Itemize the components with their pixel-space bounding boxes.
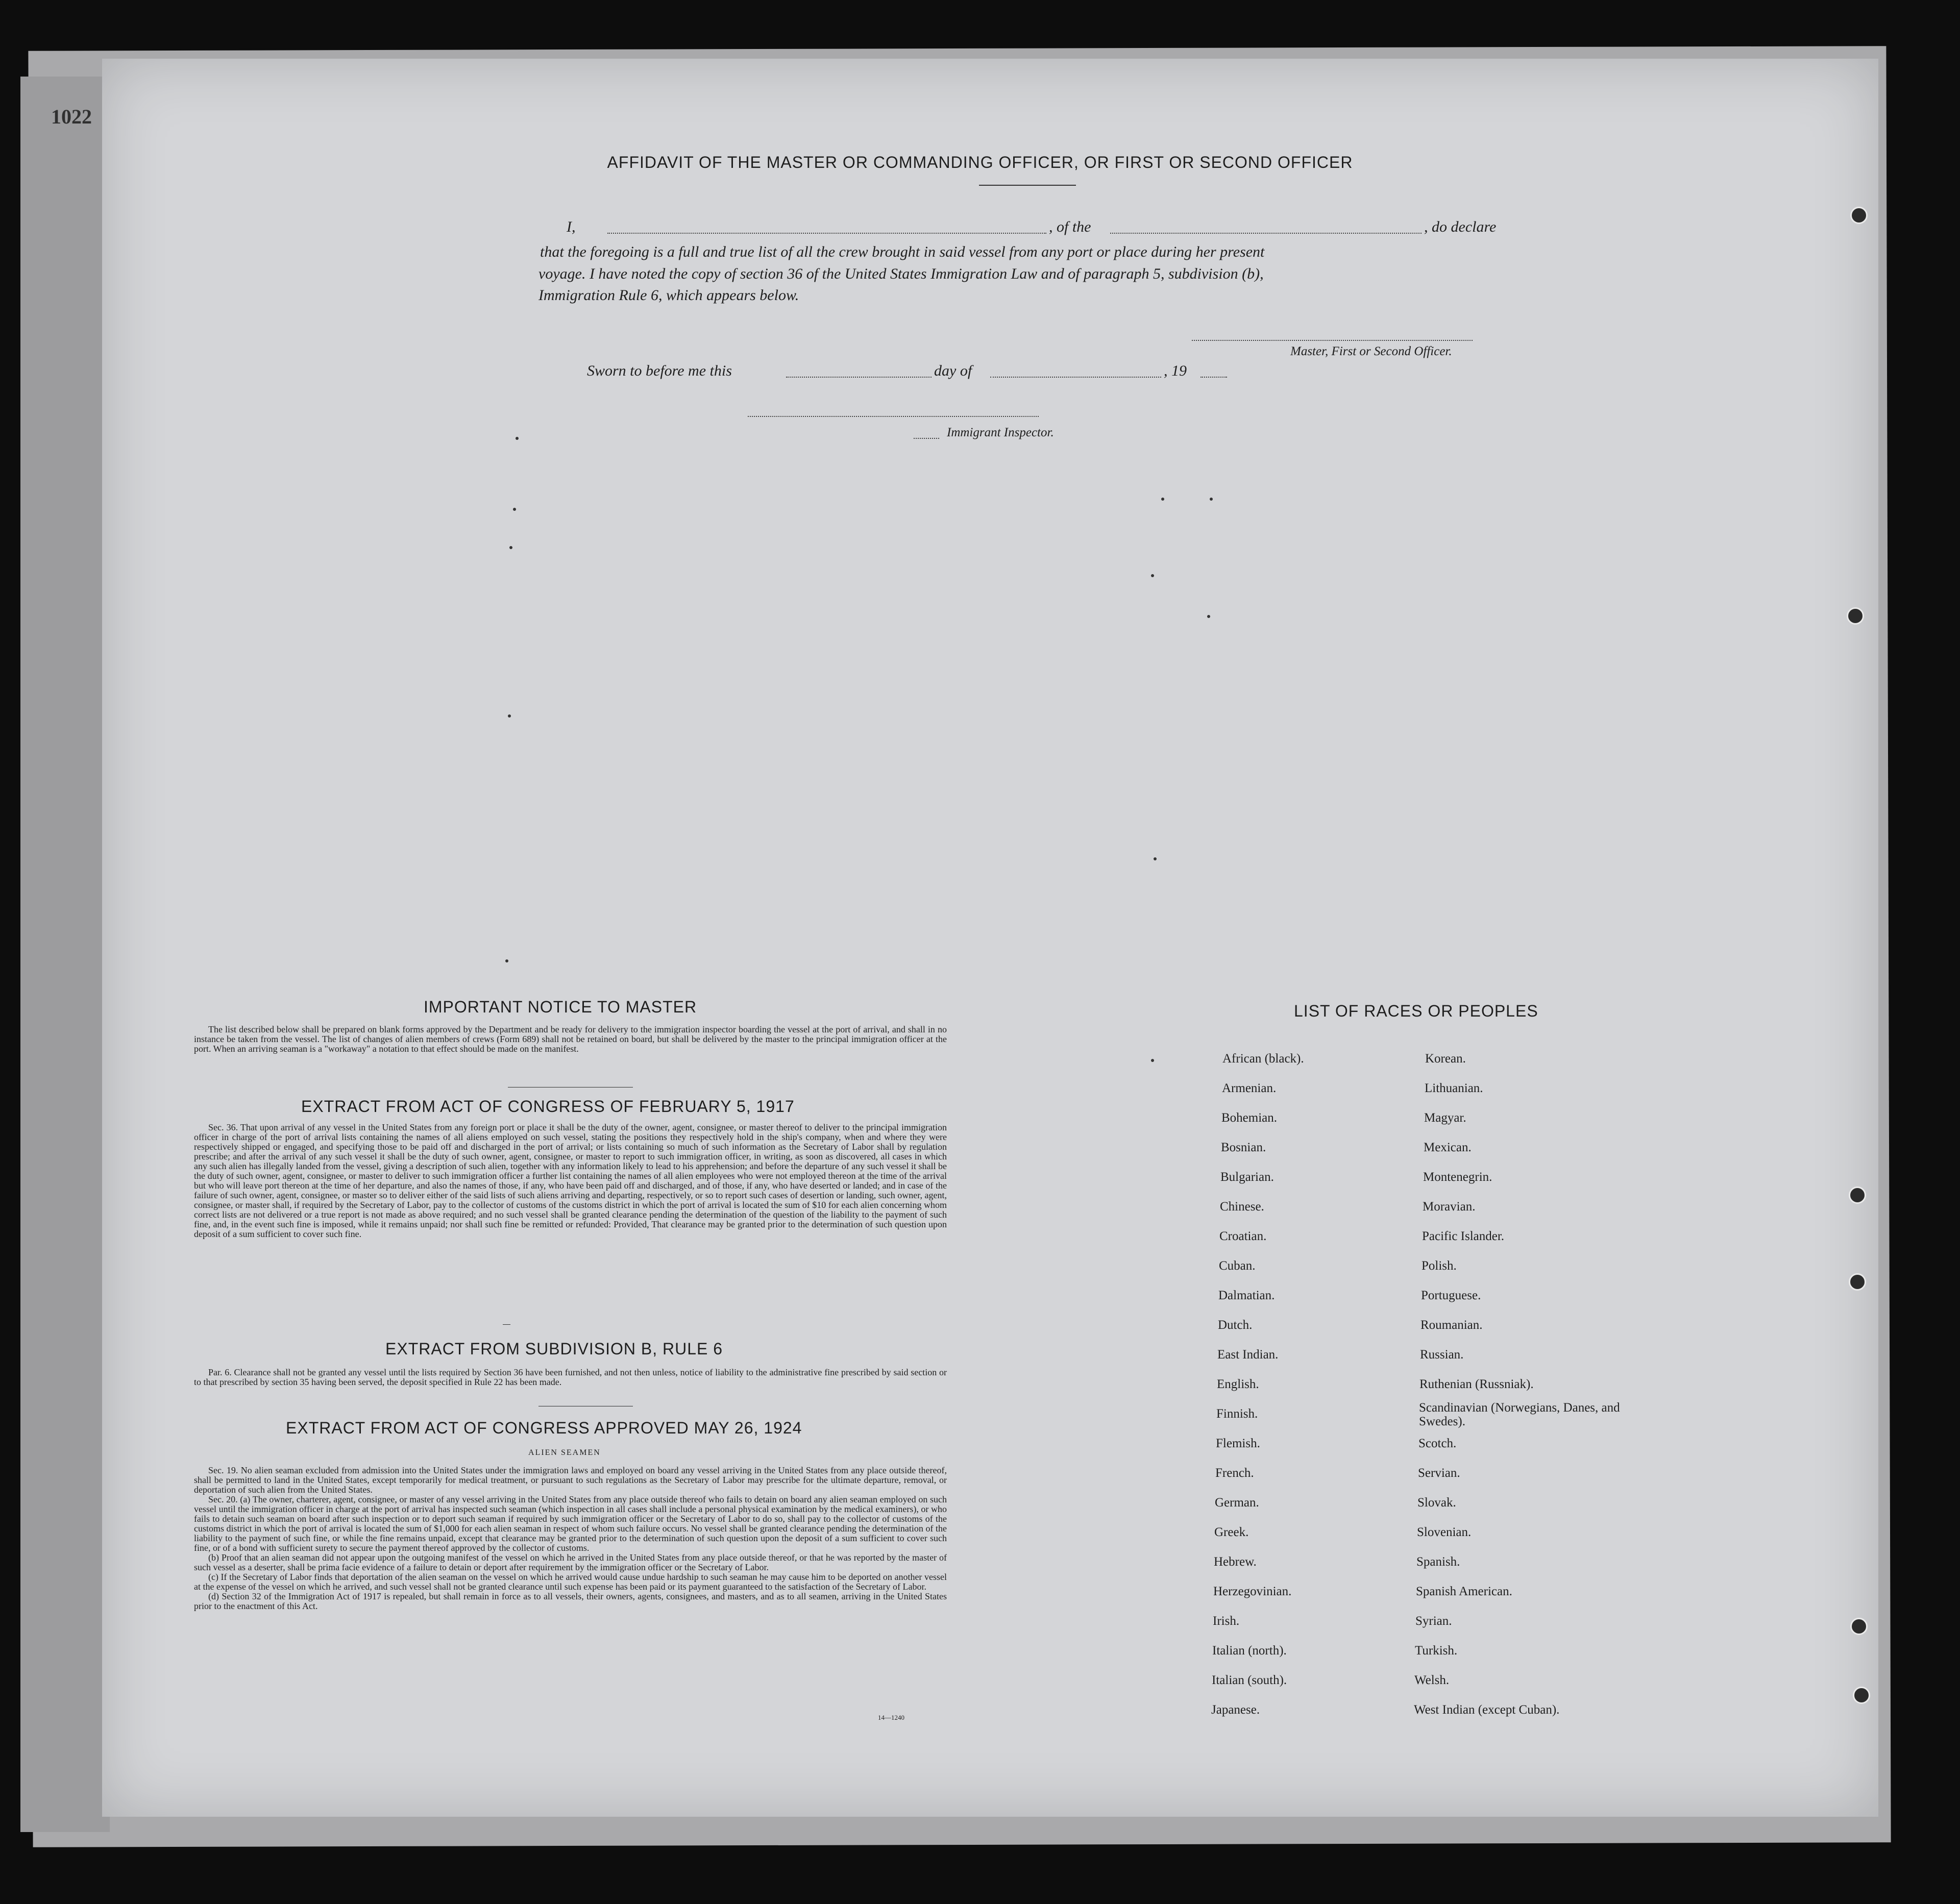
race-item: Roumanian.: [1420, 1318, 1483, 1332]
race-item: Finnish.: [1216, 1407, 1258, 1421]
edge-page-number: 1022: [51, 105, 92, 128]
scan-speck: [508, 714, 511, 718]
master-signature-line: [1192, 340, 1473, 341]
extract-1917-title: EXTRACT FROM ACT OF CONGRESS OF FEBRUARY 5, 1917: [301, 1097, 795, 1116]
race-item: Moravian.: [1423, 1200, 1476, 1214]
day-blank: [786, 377, 932, 378]
scan-speck: [1207, 615, 1210, 618]
notice-paragraph: The list described below shall be prepared on blank forms approved by the Department and be ready for delivery to the immigration inspector boarding the vessel at the port of arrival, and shall in no instance be taken from the vessel. The list of changes of alien members of crews (Form 689) shall not be retained on board, but shall be delivered by the master to the principal immigration officer at the port. When an arriving seaman is a "workaway" a notation to that effect should be made on the manifest.: [194, 1024, 947, 1054]
title-rule: [979, 185, 1076, 186]
race-item: Pacific Islander.: [1422, 1229, 1505, 1243]
master-signature-label: Master, First or Second Officer.: [1290, 344, 1452, 358]
notice-title: IMPORTANT NOTICE TO MASTER: [424, 998, 697, 1016]
sec-20a-paragraph: Sec. 20. (a) The owner, charterer, agent, consignee, or master of any vessel arriving in the United States from any place outside thereof who fails to detain on board any alien seaman employed on such vessel until the immigration officer in charge at the port of arrival has inspected such seaman (which inspection in all cases shall include a personal physical examination by the medical examiners), or who fails to detain such seaman on board after such inspection or to deport such seaman if required by such immigration officer or the Secretary of Labor to do so, shall pay to the collector of customs of the customs district in which the port of arrival is located the sum of $1,000 for each alien seaman in respect of whom such failure occurs. No vessel shall be granted clearance pending the determination of the liability to the payment of such fine, or while the fine remains unpaid, except that clearance may be granted prior to the determination of such question upon the deposit of a sum sufficient to cover such fine, or of a bond with sufficient surety to secure the payment thereof approved by the collector of customs.: [194, 1494, 947, 1553]
race-item: Croatian.: [1219, 1229, 1267, 1243]
race-item: Cuban.: [1219, 1259, 1256, 1273]
extract-rule6-title: EXTRACT FROM SUBDIVISION B, RULE 6: [385, 1340, 723, 1358]
affidavit-declare: , do declare: [1424, 218, 1497, 235]
scan-speck: [1151, 574, 1154, 577]
races-title: LIST OF RACES OR PEOPLES: [1294, 1002, 1538, 1020]
race-item: Magyar.: [1424, 1111, 1466, 1125]
race-item: Polish.: [1422, 1259, 1457, 1273]
form-number: 14—1240: [878, 1714, 904, 1721]
race-item: French.: [1215, 1466, 1254, 1480]
race-item: Portuguese.: [1421, 1289, 1481, 1302]
race-item: Dutch.: [1218, 1318, 1253, 1332]
year-text: , 19: [1164, 362, 1187, 379]
race-item: Ruthenian (Russniak).: [1419, 1377, 1534, 1391]
race-item: Korean.: [1425, 1052, 1466, 1066]
race-item: Bosnian.: [1221, 1141, 1266, 1154]
affidavit-line2: that the foregoing is a full and true list of all the crew brought in said vessel from any port or place during her present: [540, 243, 1265, 260]
race-item: Lithuanian.: [1425, 1081, 1483, 1095]
affidavit-line3: voyage. I have noted the copy of section 36 of the United States Immigration Law and of paragraph 5, subdivision (b),: [538, 265, 1264, 282]
race-item: West Indian (except Cuban).: [1414, 1703, 1560, 1717]
punch-hole-icon: [1850, 1618, 1868, 1635]
race-item: East Indian.: [1217, 1348, 1279, 1362]
race-item: Greek.: [1214, 1525, 1249, 1539]
punch-hole-icon: [1849, 1186, 1866, 1204]
punch-hole-icon: [1847, 607, 1864, 625]
affidavit-title: AFFIDAVIT OF THE MASTER OR COMMANDING OFFICER, OR FIRST OR SECOND OFFICER: [607, 153, 1353, 171]
extract-1917-paragraph: Sec. 36. That upon arrival of any vessel in the United States from any foreign port or place it shall be the duty of the owner, agent, consignee, or master thereof to deliver to the principal immigration officer in charge of the port of arrival lists containing the names of all aliens employed on such vessel, stating the positions they respectively hold in the ship's company, when and where they were respectively shipped or engaged, and specifying those to be paid off and discharged in the port of arrival; or lists containing so much of such information as the Secretary of Labor shall by regulation prescribe; and after the arrival of any such vessel it shall be the duty of such owner, agent, consignee, or master to report to such immigration officer, in writing, as soon as discovered, all cases in which any such alien has illegally landed from the vessel, giving a description of such alien, together with any information likely to lead to his apprehension; and before the departure of any such vessel it shall be the duty of such owner, agent, consignee, or master to deliver to such immigration officer a further list containing the names of all alien employees who were not employed thereon at the time of the arrival but who will leave port thereon at the time of her departure, and also the names of those, if any, who have been paid off and discharged, and of those, if any, who have deserted or landed; and in case of the failure of such owner, agent, consignee, or master so to deliver either of the said lists of such aliens arriving and departing, respectively, or so to report such cases of desertion or landing, such owner, agent, consignee, or master shall, if required by the Secretary of Labor, pay to the collector of customs of the customs district in which the port of arrival is located the sum of $10 for each alien concerning whom correct lists are not delivered or a true report is not made as above required; and no such vessel shall be granted clearance pending the determination of the question of the liability to the payment of such fine, and, in the event such fine is imposed, while it remains unpaid; nor shall such fine be remitted or refunded: Provided, That clearance may be granted prior to the determination of such question upon deposit of a sum sufficient to cover such fine.: [194, 1122, 947, 1239]
punch-hole-icon: [1850, 207, 1868, 224]
race-item: Dalmatian.: [1218, 1289, 1275, 1302]
race-item: Chinese.: [1220, 1200, 1264, 1214]
race-item: German.: [1215, 1496, 1259, 1510]
scan-speck: [1210, 498, 1213, 501]
scan-speck: [516, 437, 519, 440]
race-item: African (black).: [1222, 1052, 1304, 1066]
race-item: Armenian.: [1222, 1081, 1277, 1095]
underlying-page-edge: [20, 77, 110, 1832]
sec-20d-paragraph: (d) Section 32 of the Immigration Act of 1917 is repealed, but shall remain in force as to all vessels, their owners, agents, consignees, and masters, and as to all seamen, arriving in the United States prior to the enactment of this Act.: [194, 1591, 947, 1611]
race-item: Scandinavian (Norwegians, Danes, and Swedes).: [1419, 1401, 1620, 1428]
race-item: Italian (north).: [1212, 1644, 1287, 1658]
race-item: Japanese.: [1211, 1703, 1260, 1717]
sworn-text: Sworn to before me this: [587, 362, 732, 379]
extract-1917-text: [194, 1123, 947, 1239]
race-item: Spanish American.: [1416, 1585, 1512, 1598]
race-item: Slovak.: [1417, 1496, 1456, 1510]
race-item: Bohemian.: [1221, 1111, 1278, 1125]
race-item: Flemish.: [1216, 1437, 1260, 1450]
day-of-text: day of: [934, 362, 972, 379]
affidavit-line4: Immigration Rule 6, which appears below.: [538, 287, 799, 304]
race-item: Bulgarian.: [1220, 1170, 1274, 1184]
race-item: Montenegrin.: [1423, 1170, 1492, 1184]
scan-speck: [505, 959, 508, 962]
section-rule: [503, 1324, 510, 1325]
race-item: English.: [1217, 1377, 1259, 1391]
race-item: Turkish.: [1415, 1644, 1458, 1658]
scan-speck: [513, 508, 516, 511]
race-item: Irish.: [1213, 1614, 1240, 1628]
inspector-signature-line: [748, 416, 1039, 417]
inspector-signature-label: Immigrant Inspector.: [947, 426, 1054, 439]
race-item: Spanish.: [1416, 1555, 1460, 1569]
sec-20b-paragraph: (b) Proof that an alien seaman did not appear upon the outgoing manifest of the vessel on which he arrived in the United States from any place outside thereof, or that he was reported by the master of such vessel as a deserter, shall be prima facie evidence of a failure to detain or deport after requirement by the immigration officer or the Secretary of Labor.: [194, 1552, 947, 1572]
race-item: Italian (south).: [1212, 1673, 1287, 1687]
scan-speck: [1151, 1059, 1154, 1062]
inspector-lead-dots: [914, 438, 939, 439]
name-blank: [607, 233, 1046, 234]
alien-seamen-subtitle: ALIEN SEAMEN: [528, 1448, 601, 1457]
extract-rule6-text: [194, 1368, 947, 1387]
race-item: Slovenian.: [1417, 1525, 1472, 1539]
affidavit-of-the: , of the: [1049, 218, 1091, 235]
race-item: Servian.: [1418, 1466, 1460, 1480]
race-item: Syrian.: [1415, 1614, 1452, 1628]
punch-hole-icon: [1849, 1273, 1866, 1291]
vessel-blank: [1110, 233, 1422, 234]
extract-rule6-paragraph: Par. 6. Clearance shall not be granted any vessel until the lists required by Section 36 have been furnished, and not then unless, notice of liability to the administrative fine prescribed by said section or to that prescribed by section 35 having been served, the deposit specified in Rule 22 has been made.: [194, 1367, 947, 1387]
month-blank: [990, 377, 1161, 378]
race-item: Herzegovinian.: [1213, 1585, 1292, 1598]
race-item: Russian.: [1420, 1348, 1464, 1362]
notice-text: [194, 1025, 947, 1054]
race-item: Hebrew.: [1214, 1555, 1257, 1569]
year-blank: [1200, 377, 1227, 378]
race-item: Mexican.: [1424, 1141, 1472, 1154]
sec-20c-paragraph: (c) If the Secretary of Labor finds that deportation of the alien seaman on the vessel on which he arrived would cause undue hardship to such seaman he may cause him to be deported on another vessel at the expense of the vessel on which he arrived, and such vessel shall not be granted clearance until such expense has been paid or its payment guaranteed to the satisfaction of the Secretary of Labor.: [194, 1572, 947, 1592]
extract-1924-title: EXTRACT FROM ACT OF CONGRESS APPROVED MAY 26, 1924: [286, 1419, 802, 1437]
sec-19-paragraph: Sec. 19. No alien seaman excluded from admission into the United States under the immigration laws and employed on board any vessel arriving in the United States from any place outside thereof, shall be permitted to land in the United States, except temporarily for medical treatment, or pursuant to such regulations as the Secretary of Labor may prescribe for the ultimate departure, removal, or deportation of such alien from the United States.: [194, 1465, 947, 1495]
scan-speck: [1161, 498, 1164, 501]
punch-hole-icon: [1853, 1687, 1870, 1704]
extract-1924-text: [194, 1466, 947, 1611]
race-item: Welsh.: [1414, 1673, 1450, 1687]
scan-speck: [1154, 857, 1157, 860]
race-item: Scotch.: [1418, 1437, 1457, 1450]
scan-speck: [509, 546, 512, 549]
affidavit-i: I,: [567, 218, 576, 235]
